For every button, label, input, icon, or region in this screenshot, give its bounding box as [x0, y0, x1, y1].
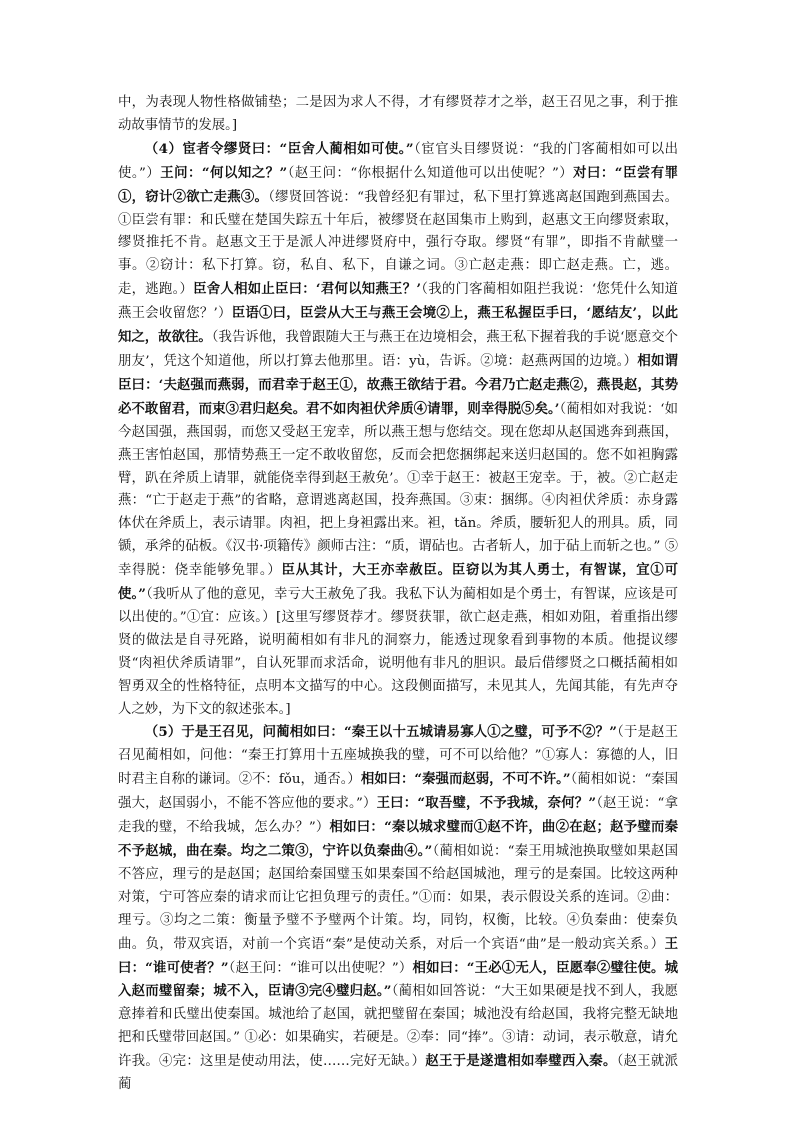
translation-note: （蔺相如说：“秦王用城池换取璧如果赵国不答应，理亏的是赵国；赵国给秦国璧玉如果秦国不给赵国城池，理亏的是秦国。比较这两种对策，宁可答应秦的请求而让它担负理亏的责任。”①而：如果，表示假设关系的连词。②曲：理亏。③均之二策：衡量予璧不予璧两个计策。均，同钧，权衡，比较。④负秦曲：使秦负曲。负，带双宾语，对前一个宾语“秦”是使动关系，对后一个宾语“曲”是一般动宾关系。）: [118, 844, 678, 952]
original-text: 相如谓臣曰：‘夫赵强而燕弱，而君幸于赵王①，故燕王欲结于君。今君乃亡赵走燕②，燕畏赵，其势必不敢留君，而束③君归赵矣。君不如肉袒伏斧质④请罪，则幸得脱⑤矣。’: [118, 352, 679, 417]
translation-note: （蔺相如说：“秦国强大，赵国弱小，不能不答应他的要求。”）: [118, 772, 678, 812]
translation-note: （蔺相如回答说：“大王如果硬是找不到人，我愿意捧着和氏璧出使秦国。城池给了赵国，就把璧留在秦国；城池没有给赵国，我将完整无缺地把和氏璧带回赵国。” ①必：如果确实，若硬是。②奉：同“捧”。③请：动词，表示敬意，请允许我。④完：这里是使动用法，使……完好无缺。）: [118, 984, 678, 1070]
original-text: 相如曰：“秦强而赵弱，不可不许。”: [360, 771, 571, 788]
original-text: 赵王于是遂遣相如奉璧西入秦。: [425, 1053, 617, 1070]
translation-note: （宦官头目缪贤说：“我的门客蔺相如可以出使。”）: [118, 141, 678, 181]
translation-note: （赵王说：“拿走我的璧，不给我城，怎么办？”）: [118, 796, 678, 836]
paragraph-intro-tail: [118, 92, 678, 138]
original-text: 臣从其计，大王亦幸赦臣。臣窃以为其人勇士，有智谋，宜①可使。”: [118, 562, 678, 603]
translation-note: （我的门客蔺相如阻拦我说：‘您凭什么知道燕王会收留您？’）: [118, 282, 678, 322]
translation-note: （蔺相如对我说：‘如今赵国强，燕国弱，而您又受赵王宠幸，所以燕王想与您结交。现在您却从赵国逃奔到燕国，燕王害怕赵国，那情势燕王一定不敢收留您，反而会把您捆绑起来送归赵国的。您不如袒胸露臂，趴在斧质上请罪，就能侥幸得到赵王赦免’。①幸于赵王：被赵王宠幸。于，被。②亡赵走燕：“亡于赵走于燕”的省略，意谓逃离赵国，投奔燕国。③束：捆绑。④肉袒伏斧质：赤身露体伏在斧质上，表示请罪。肉袒，把上身袒露出来。袒，tǎn。斧质，腰斩犯人的刑具。质，同锧，承斧的砧板。《汉书·项籍传》颜师古注：“质，谓砧也。古者斩人，加于砧上而斩之也。” ⑤幸得脱：侥幸能够免罪。）: [118, 401, 678, 579]
original-text: 臣语①曰，臣尝从大王与燕王会境②上，燕王私握臣手曰，‘愿结友’，以此知之，故欲往。: [118, 305, 678, 346]
translation-note: （赵王就派蔺: [118, 1054, 678, 1093]
original-text: 王问：“何以知之？”: [160, 164, 288, 181]
translation-note: 中，为表现人物性格做铺垫；二是因为求人不得，才有缪贤荐才之举，赵王召见之事，利于推动故事情节的发展。]: [118, 95, 678, 133]
original-text: 王曰：“谁可使者？”: [118, 935, 678, 976]
translation-note: （赵王问：“你根据什么知道他可以出使呢？”）: [287, 165, 574, 181]
translation-note: （于是赵王召见蔺相如，问他：“秦王打算用十五座城换我的璧，可不可以给他？”①寡人：寡德的人，旧时君主自称的谦词。②不：fǒu，通否。）: [118, 725, 678, 788]
original-text: （5）于是王召见，问蔺相如曰：“秦王以十五城请易寡人①之璧，可予不②？”: [144, 724, 617, 741]
original-text: 相如曰：“秦以城求璧而①赵不许，曲②在赵；赵予璧而秦不予赵城，曲在秦。均之二策③，宁许以负秦曲④。”: [118, 819, 678, 859]
original-text: 王曰：“取吾璧，不予我城，奈何？”: [376, 795, 597, 812]
translation-note: （我告诉他，我曾跟随大王与燕王在边境相会，燕王私下握着我的手说‘愿意交个朋友’，凭这个知道他，所以打算去他那里。语：yù，告诉。②境：赵燕两国的边境。）: [118, 330, 679, 369]
translation-note: （我听从了他的意见，幸亏大王赦免了我。我私下认为蔺相如是个勇士，有智谋，应该是可以出使的。”①宜：应该。）[这里写缪贤荐才。缪贤获罪，欲亡赵走燕，相如劝阻，着重指出缪贤的做法是自寻死路，说明蔺相如有非凡的洞察力，能透过现象看到事物的本质。他提议缪贤“肉袒伏斧质请罪”，自认死罪而求活命，说明他有非凡的胆识。最后借缪贤之口概括蔺相如智勇双全的性格特征，点明本文描写的中心。这段侧面描写，未见其人，先闻其能，有先声夺人之妙，为下文的叙述张本。]: [118, 587, 678, 717]
original-text: 相如曰：“王必①无人，臣愿奉②璧往使。城入赵而璧留秦；城不入，臣请③完④璧归赵。”: [118, 959, 679, 1000]
document-page: [118, 92, 678, 1097]
original-text: 对曰：“臣尝有罪①，窃计②欲亡走燕③。: [118, 164, 678, 205]
translation-note: （赵王问：“谁可以出使呢？”）: [228, 960, 413, 976]
paragraph-4: [118, 138, 678, 722]
paragraph-5: [118, 721, 678, 1097]
translation-note: （缪贤回答说：“我曾经犯有罪过，私下里打算逃离赵国跑到燕国去。①臣尝有罪：和氏璧在楚国失踪五十年后，被缪贤在赵国集市上购到，赵惠文王向缪贤索取，缪贤推托不肯。赵惠文王于是派人冲进缪贤府中，强行夺取。缪贤“有罪”，即指不肯献璧一事。②窃计：私下打算。窃，私自、私下，自谦之词。③亡赵走燕：即亡赵走燕。亡，逃。走，逃跑。）: [118, 189, 678, 298]
original-text: （4）宦者令缪贤曰：“臣舍人蔺相如可使。”: [144, 140, 414, 157]
original-text: 臣舍人相如止臣曰：‘君何以知燕王？’: [193, 281, 421, 298]
